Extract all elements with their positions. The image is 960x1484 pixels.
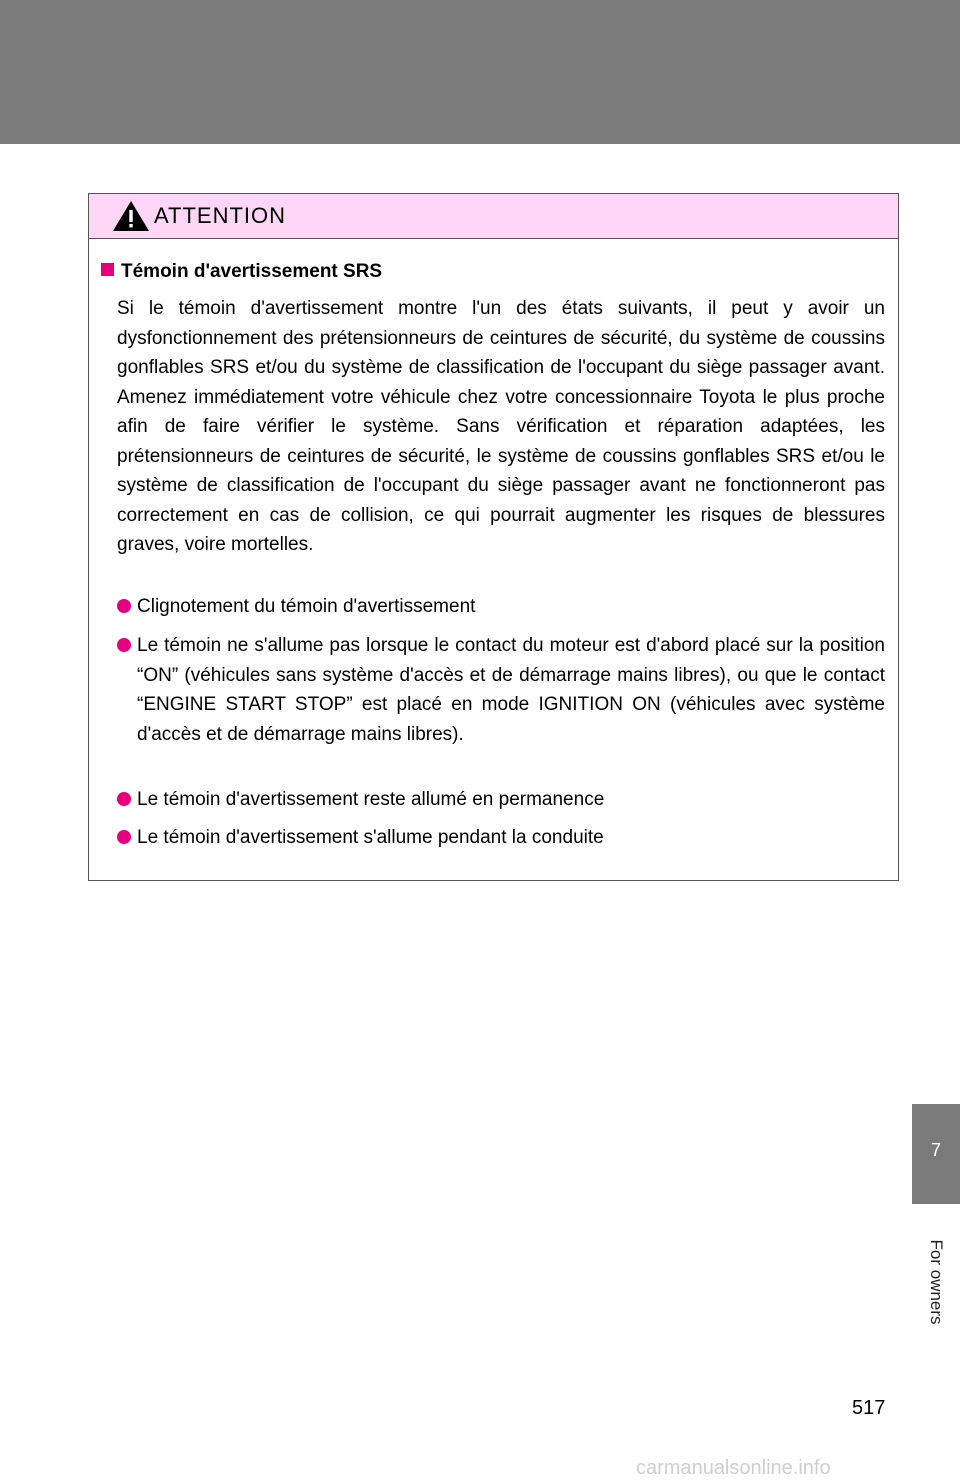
attention-header [89, 194, 898, 239]
chapter-label-area [912, 1204, 960, 1344]
page-number: 517 [852, 1397, 886, 1419]
chapter-number: 7 [930, 1140, 941, 1160]
top-header-band [0, 0, 960, 144]
section-heading [101, 259, 382, 285]
list-item [117, 823, 885, 853]
bullet-dot-icon [117, 638, 131, 652]
bullet-dot-icon [117, 830, 131, 844]
attention-title: ATTENTION [154, 203, 287, 228]
watermark: carmanualsonline.info [636, 1457, 831, 1479]
warning-triangle-icon [111, 199, 151, 233]
list-item-text: Le témoin ne s'allume pas lorsque le contact du moteur est d'abord placé sur la position “ON” (véhicules sans système d'accès et de démarrage mains libres), ou que le contact “ENGINE START STOP” est placé en mode IGNITION ON (véhicules avec système d'accès et de démarrage mains libres). [137, 635, 885, 745]
list-item-text: Le témoin d'avertissement reste allumé en permanence [137, 789, 605, 810]
list-item-text: Clignotement du témoin d'avertissement [137, 596, 476, 617]
list-item [117, 785, 885, 815]
square-bullet-icon [101, 263, 114, 276]
list-item-text: Le témoin d'avertissement s'allume pendant la conduite [137, 827, 604, 848]
bullet-dot-icon [117, 792, 131, 806]
bullet-dot-icon [117, 599, 131, 613]
body-paragraph: Si le témoin d'avertissement montre l'un des états suivants, il peut y avoir un dysfonctionnement des prétensionneurs de ceintures de sécurité, du système de coussins gonflables SRS et/ou du système de classification de l'occupant du siège passager avant. Amenez immédiatement votre véhicule chez votre concessionnaire Toyota le plus proche afin de faire vérifier le système. Sans vérification et réparation adaptées, les prétensionneurs de ceintures de sécurité, le système de coussins gonflables SRS et/ou le système de classification de l'occupant du siège passager avant ne fonctionneront pas correctement en cas de collision, ce qui pourrait augmenter les risques de blessures graves, voire mortelles. [117, 298, 885, 555]
chapter-tab [912, 1104, 960, 1204]
section-heading-text: Témoin d'avertissement SRS [121, 261, 383, 282]
chapter-label: For owners [927, 1239, 946, 1325]
list-item [117, 631, 885, 749]
attention-box [88, 193, 899, 881]
list-item [117, 592, 885, 622]
